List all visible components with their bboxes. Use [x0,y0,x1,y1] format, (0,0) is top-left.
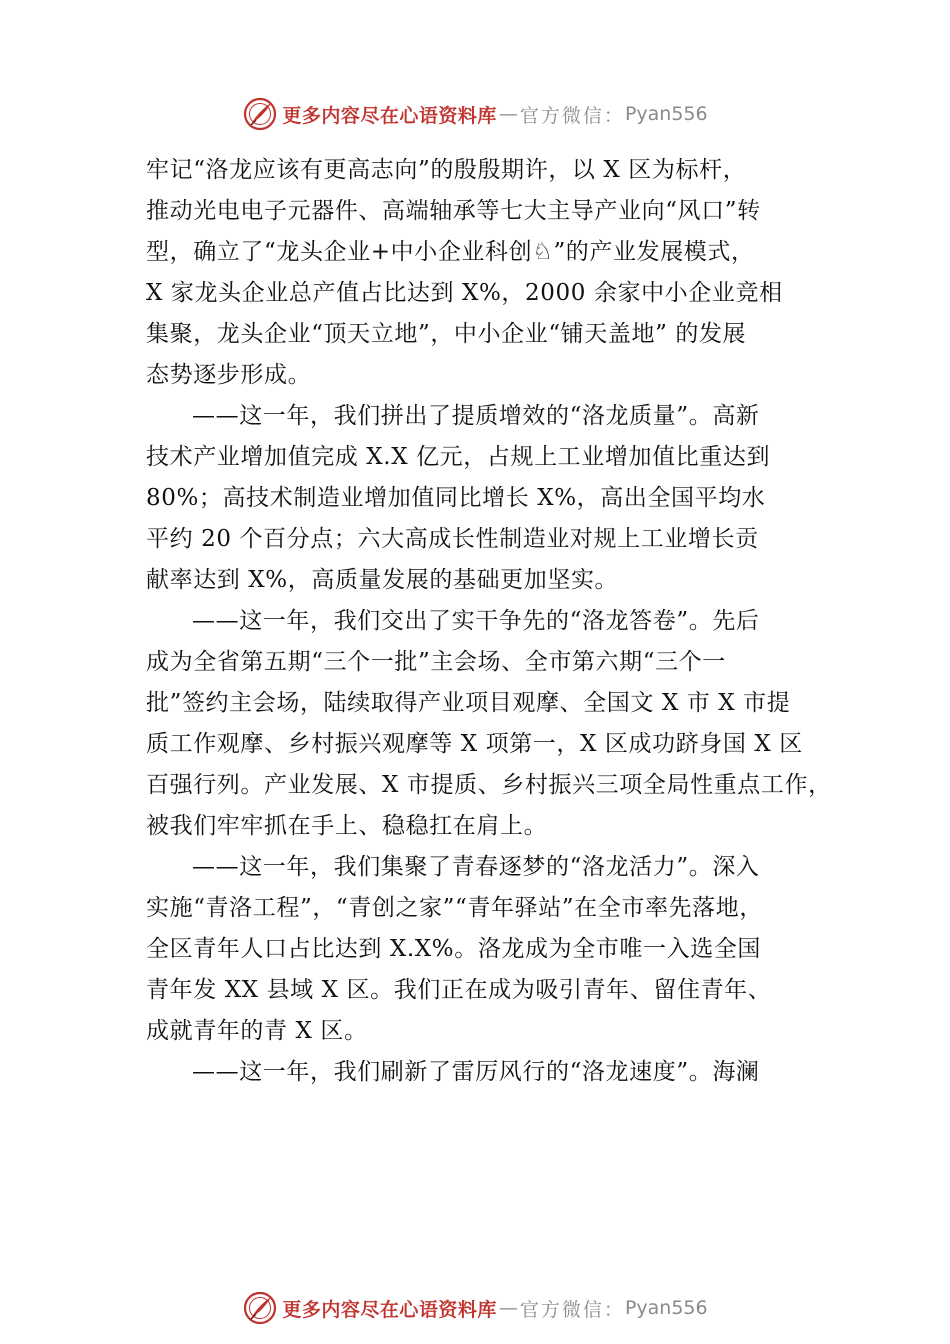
text-line: 集聚，龙头企业“顶天立地”，中小企业“铺天盖地” 的发展 [146,321,747,347]
quill-logo-icon [242,1290,278,1326]
paragraph-answer-line: ——这一年，我们交出了实干争先的“洛龙答卷”。先后 [192,608,760,634]
document-body [146,150,836,1093]
text-line: 青年发 XX 县域 X 区。我们正在成为吸引青年、留住青年、 [146,977,772,1003]
text-line: X 家龙头企业总产值占比达到 X%，2000 余家中小企业竞相 [146,280,783,306]
wechat-id: Pyan556 [624,103,708,125]
text-line: 80%；高技术制造业增加值同比增长 X%，高出全国平均水 [146,485,766,511]
paragraph-vitality-line: ——这一年，我们集聚了青春逐梦的“洛龙活力”。深入 [192,854,760,880]
wechat-label: 官方微信： [519,1298,625,1321]
text-line: 技术产业增加值完成 X.X 亿元，占规上工业增加值比重达到 [146,444,771,470]
text-line: 献率达到 X%，高质量发展的基础更加坚实。 [146,567,619,593]
banner-dash: — [498,1297,518,1319]
brand-name: 更多内容尽在心语资料库 [282,104,497,127]
text-line: 成为全省第五期“三个一批”主会场、全市第六期“三个一 [146,649,726,675]
brand-name: 更多内容尽在心语资料库 [282,1298,497,1321]
header-banner [0,94,950,134]
footer-banner [0,1288,950,1328]
text-line: 成就青年的青 X 区。 [146,1018,368,1044]
text-line: 实施“青洛工程”，“青创之家”“青年驿站”在全市率先落地， [146,895,763,921]
text-line: 牢记“洛龙应该有更高志向”的殷殷期许，以 X 区为标杆， [146,157,747,183]
text-line: 全区青年人口占比达到 X.X%。洛龙成为全市唯一入选全国 [146,936,762,962]
paragraph-quality-line: ——这一年，我们拼出了提质增效的“洛龙质量”。高新 [192,403,760,429]
quill-logo-icon [242,96,278,132]
paragraph-speed-line: ——这一年，我们刷新了雷厉风行的“洛龙速度”。海澜 [192,1059,760,1085]
text-line: 批”签约主会场，陆续取得产业项目观摩、全国文 X 市 X 市提 [146,690,791,716]
text-line: 态势逐步形成。 [146,362,312,388]
text-line: 百强行列。产业发展、X 市提质、乡村振兴三项全局性重点工作， [146,772,832,798]
text-line: 被我们牢牢抓在手上、稳稳扛在肩上。 [146,813,548,839]
wechat-id: Pyan556 [624,1297,708,1319]
text-line: 推动光电电子元器件、高端轴承等七大主导产业向“风口”转 [146,198,761,224]
text-line: 平约 20 个百分点；六大高成长性制造业对规上工业增长贡 [146,526,759,552]
text-line: 质工作观摩、乡村振兴观摩等 X 项第一，X 区成功跻身国 X 区 [146,731,803,757]
wechat-label: 官方微信： [519,104,625,127]
banner-dash: — [498,103,518,125]
text-line: 型，确立了“龙头企业+中小企业科创♘”的产业发展模式， [146,239,755,265]
